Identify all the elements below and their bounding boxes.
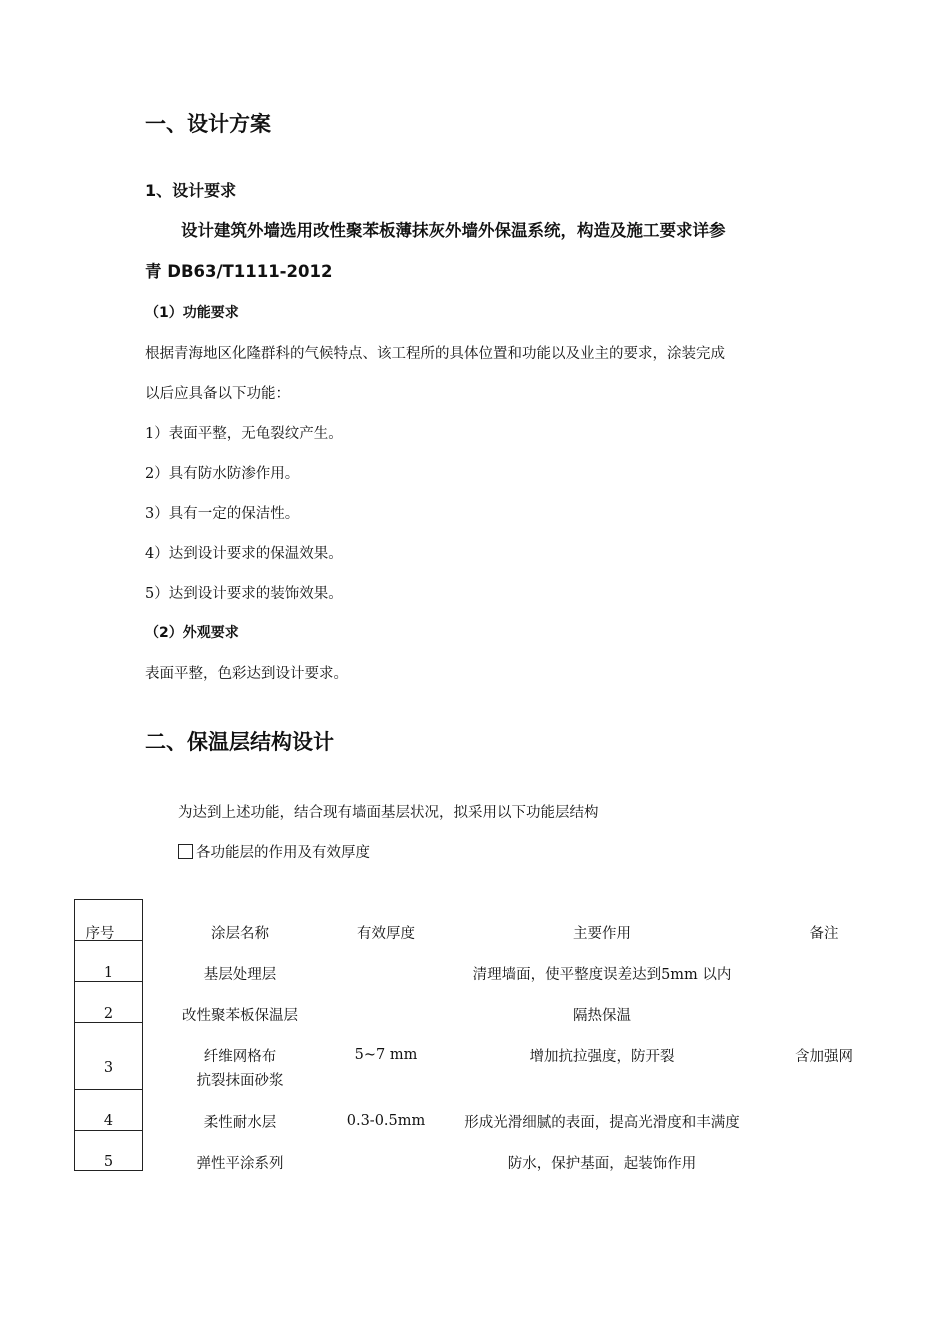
intro-line-1: 设计建筑外墙选用改性聚苯板薄抹灰外墙外保温系统，构造及施工要求详参 xyxy=(181,221,726,240)
table-top-border xyxy=(74,899,143,900)
checkbox-label: 各功能层的作用及有效厚度 xyxy=(196,845,370,861)
table-header: 主要作用 xyxy=(573,926,631,942)
table-cell-function: 防水，保护基面，起装饰作用 xyxy=(507,1156,697,1172)
table-header: 序号 xyxy=(85,926,115,942)
table-row-divider xyxy=(74,981,143,982)
appearance-requirements-heading: （2）外观要求 xyxy=(145,625,239,641)
checkbox-icon xyxy=(178,844,193,859)
table-cell-no: 3 xyxy=(103,1060,114,1076)
table-cell-name-line2: 抗裂抹面砂浆 xyxy=(196,1073,284,1089)
function-paragraph-line-2: 以后应具备以下功能： xyxy=(145,386,290,402)
table-cell-function: 增加抗拉强度，防开裂 xyxy=(529,1049,675,1065)
table-header: 涂层名称 xyxy=(211,926,269,942)
function-item: 5）达到设计要求的装饰效果。 xyxy=(145,586,343,602)
table-row-divider xyxy=(74,1022,143,1023)
section2-intro: 为达到上述功能，结合现有墙面基层状况，拟采用以下功能层结构 xyxy=(178,805,599,821)
table-cell-function: 形成光滑细腻的表面，提高光滑度和丰满度 xyxy=(464,1115,740,1131)
intro-line-2: 青 DB63/T1111-2012 xyxy=(145,262,333,281)
function-item: 1）表面平整，无龟裂纹产生。 xyxy=(145,426,343,442)
table-header: 有效厚度 xyxy=(357,926,415,942)
table-header: 备注 xyxy=(809,926,839,942)
table-cell-name: 弹性平涂系列 xyxy=(196,1156,284,1172)
function-item: 2）具有防水防渗作用。 xyxy=(145,466,300,482)
layer-checkbox-item xyxy=(178,841,370,862)
table-cell-name: 纤维网格布 xyxy=(203,1049,277,1065)
section1-title: 一、设计方案 xyxy=(145,112,271,136)
table-cell-no: 1 xyxy=(103,965,114,981)
table-row-divider xyxy=(74,1130,143,1131)
function-paragraph-line-1: 根据青海地区化隆群科的气候特点、该工程所的具体位置和功能以及业主的要求，涂装完成 xyxy=(145,346,725,362)
table-cell-function: 清理墙面，使平整度误差达到5mm 以内 xyxy=(472,967,732,983)
function-item: 4）达到设计要求的保温效果。 xyxy=(145,546,343,562)
table-cell-function: 隔热保温 xyxy=(573,1008,631,1024)
table-cell-note: 含加强网 xyxy=(795,1049,853,1065)
table-cell-thickness: 5~7 mm xyxy=(354,1047,418,1063)
table-cell-name: 基层处理层 xyxy=(203,967,277,983)
function-requirements-heading: （1）功能要求 xyxy=(145,305,239,321)
table-cell-no: 5 xyxy=(103,1154,114,1170)
table-cell-thickness: 0.3-0.5mm xyxy=(346,1113,426,1129)
table-bottom-border xyxy=(74,1170,143,1171)
table-cell-name: 改性聚苯板保温层 xyxy=(182,1008,298,1024)
function-item: 3）具有一定的保洁性。 xyxy=(145,506,300,522)
table-cell-no: 2 xyxy=(103,1006,114,1022)
design-requirements-heading: 1、设计要求 xyxy=(145,181,237,200)
table-row-divider xyxy=(74,1089,143,1090)
table-cell-no: 4 xyxy=(103,1113,114,1129)
section2-title: 二、保温层结构设计 xyxy=(145,730,334,754)
table-cell-name: 柔性耐水层 xyxy=(203,1115,277,1131)
appearance-text: 表面平整，色彩达到设计要求。 xyxy=(145,666,348,682)
